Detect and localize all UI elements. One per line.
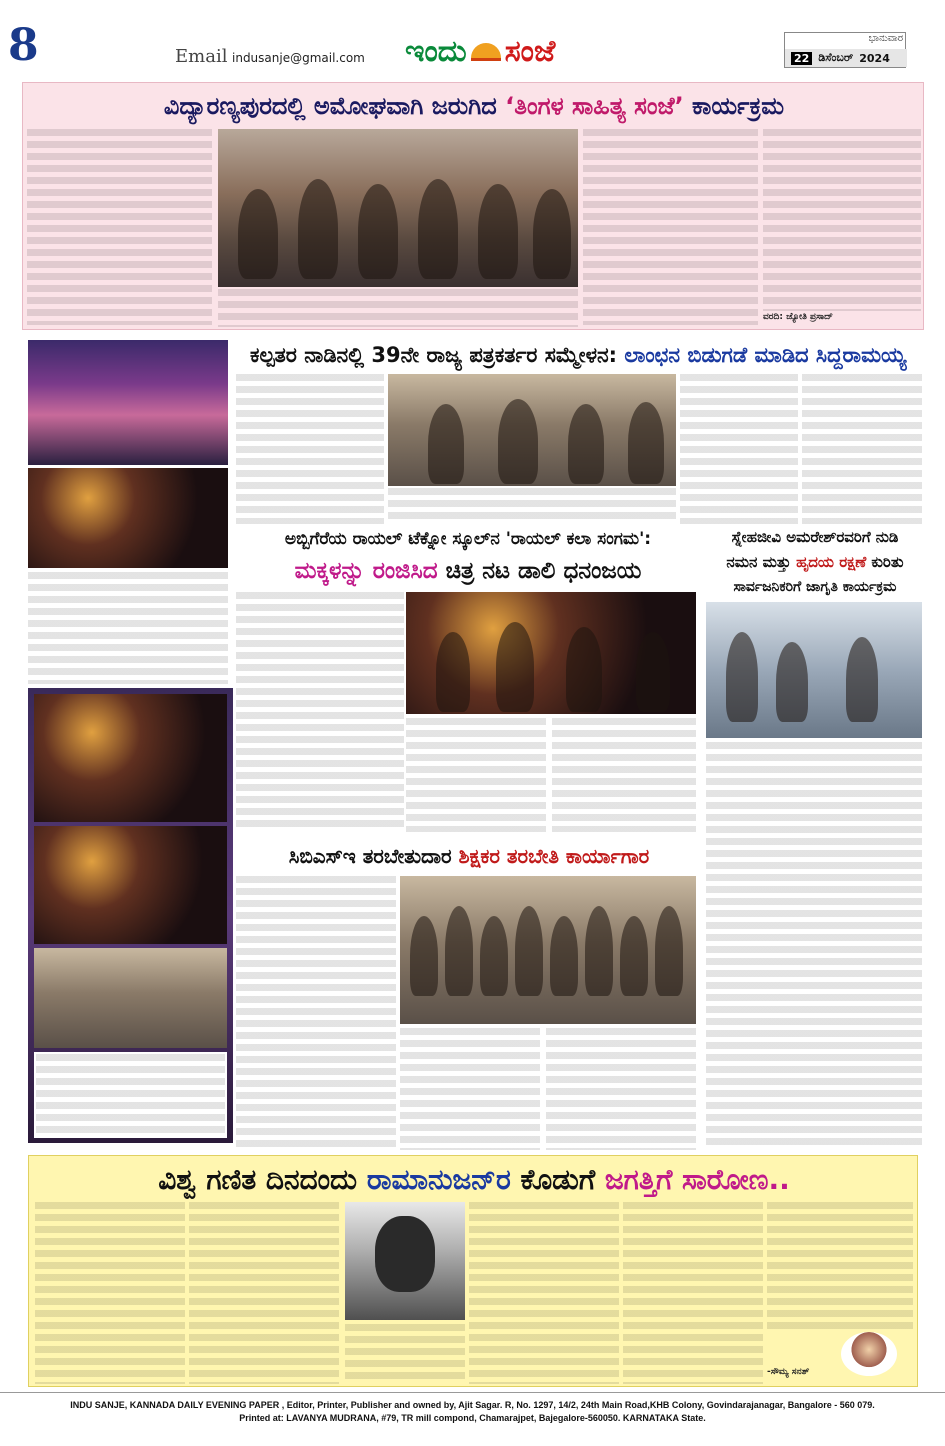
headline-part: ರಾಮಾನುಜನ್‌ರ [366,1163,511,1196]
headline-part: ವಿಶ್ವ ಗಣಿತ ದಿನದಂದು [158,1163,367,1196]
story-headline [29,1160,919,1200]
article-column [400,1028,540,1150]
story-headline [236,838,702,874]
date-block [784,32,906,68]
weekday: ಭಾನುವಾರ [868,33,903,44]
headline-part: ಕೊಡುಗೆ [510,1163,605,1196]
email-address: indusanje@gmail.com [232,51,365,65]
felicitation-photo [34,694,227,822]
story-headline-line1 [704,524,926,550]
year: 2024 [859,51,890,65]
headline-part: ಸಿಬಿಎಸ್‌ಇ ತರಬೇತುದಾರ [288,844,459,868]
teachers-group-photo [400,876,696,1024]
audience-photo [34,826,227,944]
story-byline: -ಸೌಮ್ಯ ಸನತ್ [767,1367,810,1377]
story-headline-line3: ಸಾರ್ವಜನಿಕರಿಗೆ ಜಾಗೃತಿ ಕಾರ್ಯಕ್ರಮ [733,579,897,595]
article-column [767,1202,913,1332]
headline-part: ಚಿತ್ರ ನಟ ಡಾಲಿ ಧನಂಜಯ [437,558,642,584]
story-literary-evening [22,82,924,330]
headline-part: ವಿದ್ಯಾರಣ್ಯಪುರದಲ್ಲಿ ಅಮೋಘವಾಗಿ ಜರುಗಿದ [163,92,506,120]
page-number: 8 [8,20,39,71]
story-headline-line2 [236,554,700,588]
headline-part: ಕುರಿತು [866,553,904,571]
story-headline [29,87,919,125]
day: 22 [791,52,812,65]
article-column [763,129,921,311]
headline-part: ಕಲ್ಪತರ ನಾಡಿನಲ್ಲಿ 39ನೇ ರಾಜ್ಯ ಪತ್ರಕರ್ತರ ಸಮ್ಮೇಳನ: [250,343,625,367]
imprint-line: Printed at: LAVANYA MUDRANA, #79, TR mill compond, Chamarajpet, Bajegalore-560050. KARNATAKA State. [239,1413,706,1423]
article-column [345,1324,465,1384]
story-headline-line1: ಅಬ್ಬಿಗೆರೆಯ ರಾಯಲ್ ಟೆಕ್ನೋ ಸ್ಕೂಲ್‌ನ 'ರಾಯಲ್ ಕಲಾ ಸಂಗಮ': [284,529,652,549]
story-byline: ವರದಿ: ಜ್ಯೋತಿ ಪ್ರಸಾದ್ [763,312,833,322]
article-column [236,374,384,524]
logo-word-right: ಸಂಜೆ [504,34,556,69]
article-column [623,1202,763,1384]
headline-part: ಲಾಂಛನ ಬಿಡುಗಡೆ ಮಾಡಿದ ಸಿದ್ದರಾಮಯ್ಯ [624,343,907,367]
month: ಡಿಸೆಂಬರ್ [818,51,854,64]
headline-quote: ‘ತಿಂಗಳ ಸಾಹಿತ್ಯ ಸಂಜೆ’ [505,92,684,120]
article-column [35,1202,185,1384]
headline-part: ಮಕ್ಕಳನ್ನು ರಂಜಿಸಿದ [294,558,438,584]
masthead [0,0,945,80]
photo-caption [34,1052,227,1138]
actor-with-students-photo [406,592,696,714]
author-photo [841,1332,897,1376]
article-column [546,1028,696,1150]
photo-panel [28,688,233,1143]
article-column [706,742,922,1150]
article-column [802,374,922,524]
article-column [680,374,798,524]
logo-launch-photo [388,374,676,486]
story-headline-line2 [704,550,926,574]
logo-word-left: ಇಂದು [405,34,467,69]
story-ramanujan [28,1155,918,1387]
newspaper-logo [405,34,555,69]
article-column [189,1202,339,1384]
event-stage-photo [28,468,228,568]
imprint-line: INDU SANJE, KANNADA DAILY EVENING PAPER , Editor, Printer, Publisher and owned by, Ajit Sagar. R, No. 1297, 14/2, 24th Main Road,KHB Colony, Govindarajanagar, Bangalore - 560 079. [70,1400,875,1410]
email-label: Email [175,46,228,67]
article-column [406,718,546,832]
cpr-awareness-photo [706,602,922,738]
headline-part: ಹೃದಯ ರಕ್ಷಣೆ [796,553,867,571]
imprint-footer [0,1392,945,1446]
story-headline [250,338,930,372]
article-column [236,592,404,832]
article-column [469,1202,619,1384]
stage-photo [28,340,228,465]
ramanujan-portrait [345,1202,465,1320]
headline-part: ಶಿಕ್ಷಕರ ತರಬೇತಿ ಕಾರ್ಯಾಗಾರ [458,844,650,868]
headline-part: ಜಗತ್ತಿಗೆ ಸಾರೋಣ.. [604,1163,790,1196]
article-column [218,289,578,327]
sunrise-icon [471,43,501,61]
headline-part: ಸ್ನೇಹಜೀವಿ ಅಮರೇಶ್‌ರವರಿಗೆ ನುಡಿ [731,528,899,546]
headline-part: ನಮನ ಮತ್ತು [726,553,797,571]
group-photo [218,129,578,287]
photo-caption [28,572,228,684]
guests-photo [34,948,227,1048]
article-column [388,488,676,524]
article-column [552,718,696,832]
headline-part: ಕಾರ್ಯಕ್ರಮ [683,92,785,120]
article-column [583,129,758,325]
article-column [27,129,212,325]
date-line [785,49,907,67]
article-column [236,876,396,1150]
